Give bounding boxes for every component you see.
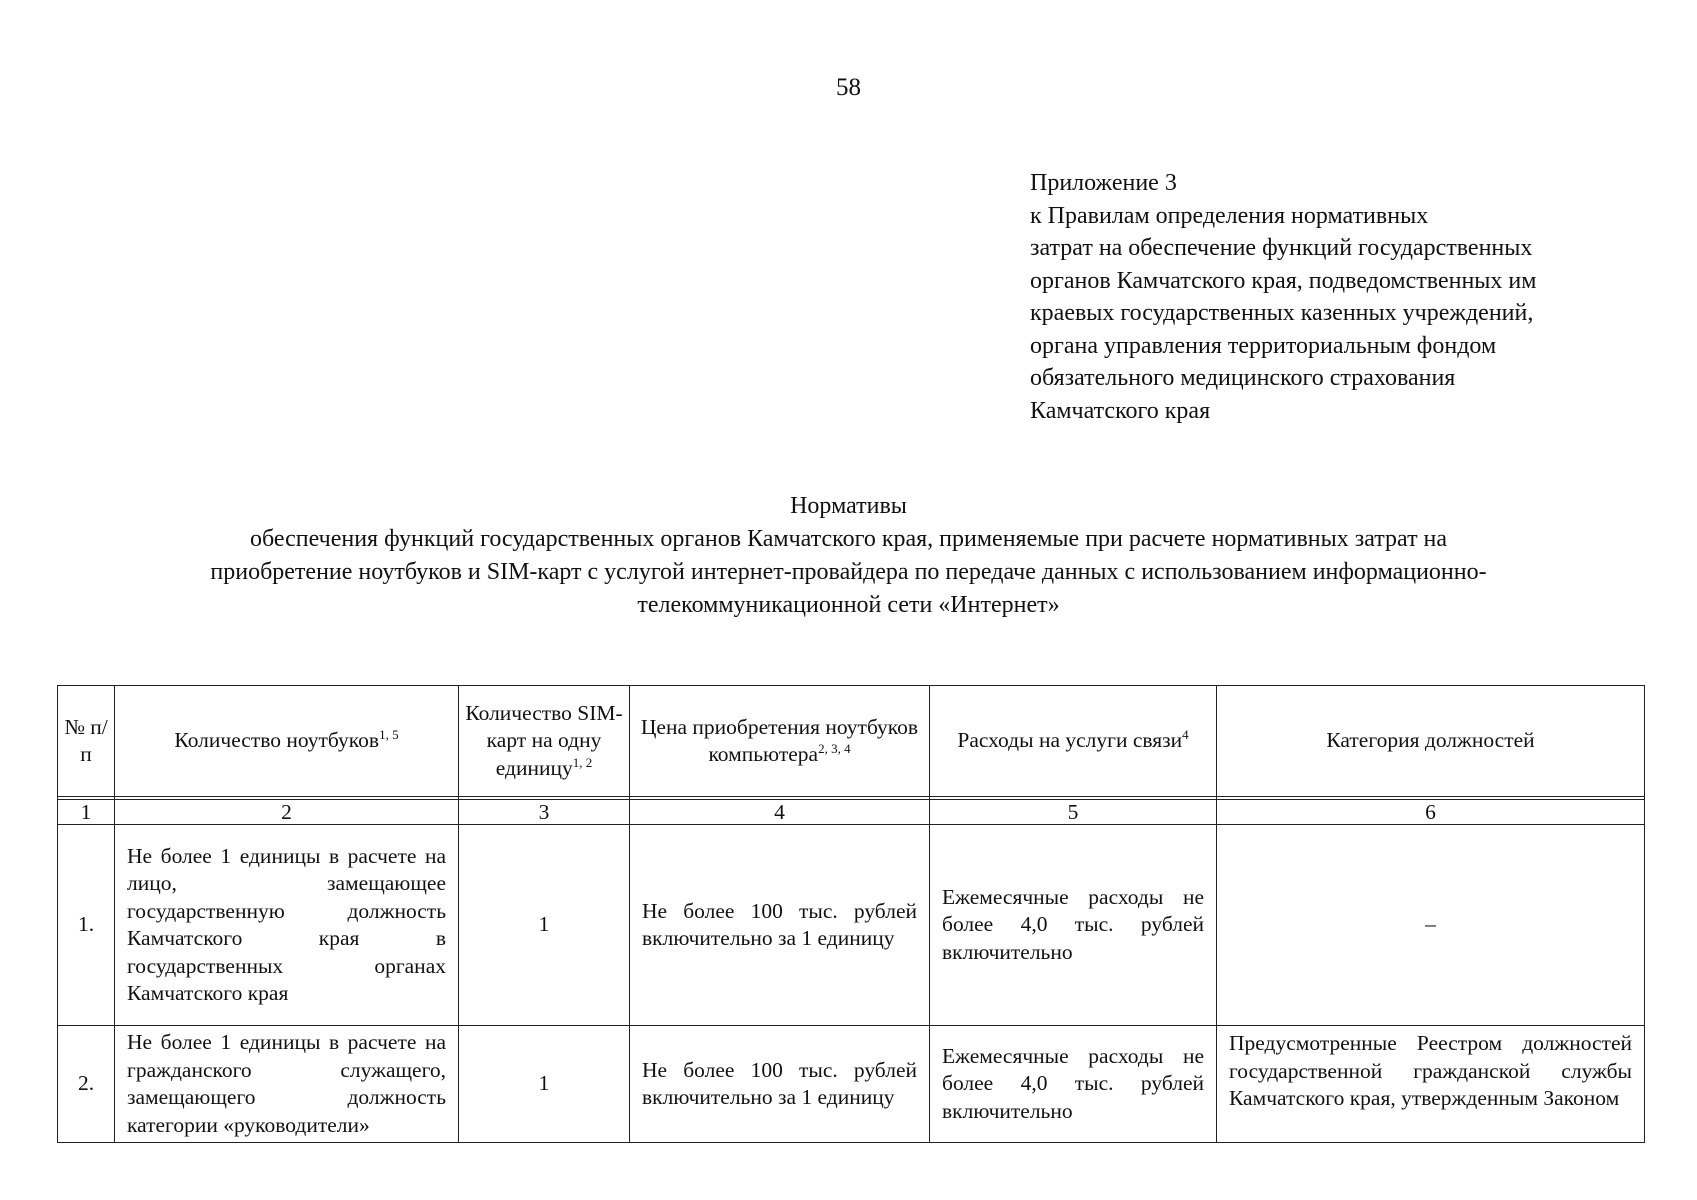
laptops-cell: Не более 1 единицы в расчете на гражданского служащего, замещающего должность категории «руководители» xyxy=(115,1026,459,1143)
column-number: 2 xyxy=(115,800,459,825)
header-sim-cards xyxy=(459,686,630,797)
header-number: № п/п xyxy=(58,686,115,797)
header-category: Категория должностей xyxy=(1217,686,1645,797)
category-cell: – xyxy=(1217,825,1645,1026)
footnote-ref: 1, 2 xyxy=(572,754,593,770)
header-laptops xyxy=(115,686,459,797)
column-number-row xyxy=(58,800,1645,825)
table-header-row xyxy=(58,686,1645,797)
appendix-line: Камчатского края xyxy=(1030,397,1211,424)
appendix-line: затрат на обеспечение функций государственных xyxy=(1030,235,1533,261)
price-cell: Не более 100 тыс. рублей включительно за 1 единицу xyxy=(630,1026,930,1143)
sim-cell: 1 xyxy=(459,825,630,1026)
laptops-cell: Не более 1 единицы в расчете на лицо, замещающее государственную должность Камчатского края в государственных органах Камчатского края xyxy=(115,825,459,1026)
table-row xyxy=(58,1026,1645,1143)
category-cell: Предусмотренные Реестром должностей государственной гражданской службы Камчатского края, утвержденным Законом xyxy=(1217,1026,1645,1143)
row-number: 1. xyxy=(58,825,115,1026)
appendix-line: обязательного медицинского страхования xyxy=(1030,365,1456,391)
column-number: 4 xyxy=(630,800,930,825)
row-number: 2. xyxy=(58,1026,115,1143)
title-line: телекоммуникационной сети «Интернет» xyxy=(637,592,1060,618)
header-price xyxy=(630,686,930,797)
appendix-heading xyxy=(1030,167,1670,427)
communication-cell: Ежемесячные расходы не более 4,0 тыс. рублей включительно xyxy=(930,825,1217,1026)
column-number: 5 xyxy=(930,800,1217,825)
sim-cell: 1 xyxy=(459,1026,630,1143)
document-title xyxy=(40,490,1657,622)
header-comm-label: Расходы на услуги связи xyxy=(957,728,1183,753)
column-number: 3 xyxy=(459,800,630,825)
column-number: 1 xyxy=(58,800,115,825)
header-price-label: Цена приобретения ноутбуков компьютера xyxy=(640,714,919,766)
appendix-line: Приложение 3 xyxy=(1030,170,1177,196)
appendix-line: к Правилам определения нормативных xyxy=(1030,202,1429,229)
footnote-ref: 2, 3, 4 xyxy=(818,740,851,756)
column-number: 6 xyxy=(1217,800,1645,825)
price-cell: Не более 100 тыс. рублей включительно за 1 единицу xyxy=(630,825,930,1026)
appendix-line: органа управления территориальным фондом xyxy=(1030,332,1497,359)
title-line: обеспечения функций государственных органов Камчатского края, применяемые при расчете нормативных затрат на xyxy=(249,526,1448,552)
appendix-line: органов Камчатского края, подведомственных им xyxy=(1030,267,1537,294)
title-heading: Нормативы xyxy=(790,493,907,519)
appendix-line: краевых государственных казенных учреждений, xyxy=(1030,300,1534,326)
title-line: приобретение ноутбуков и SIM-карт с услугой интернет-провайдера по передаче данных с использованием информационно- xyxy=(210,559,1487,585)
communication-cell: Ежемесячные расходы не более 4,0 тыс. рублей включительно xyxy=(930,1026,1217,1143)
footnote-ref: 4 xyxy=(1182,727,1189,743)
footnote-ref: 1, 5 xyxy=(379,727,399,743)
header-sim-label: Количество SIM-карт на одну единицу xyxy=(465,700,623,780)
norms-table xyxy=(57,685,1645,1143)
page-number: 58 xyxy=(836,74,861,101)
header-communication xyxy=(930,686,1217,797)
table-row xyxy=(58,825,1645,1026)
header-laptops-label: Количество ноутбуков xyxy=(174,728,380,753)
